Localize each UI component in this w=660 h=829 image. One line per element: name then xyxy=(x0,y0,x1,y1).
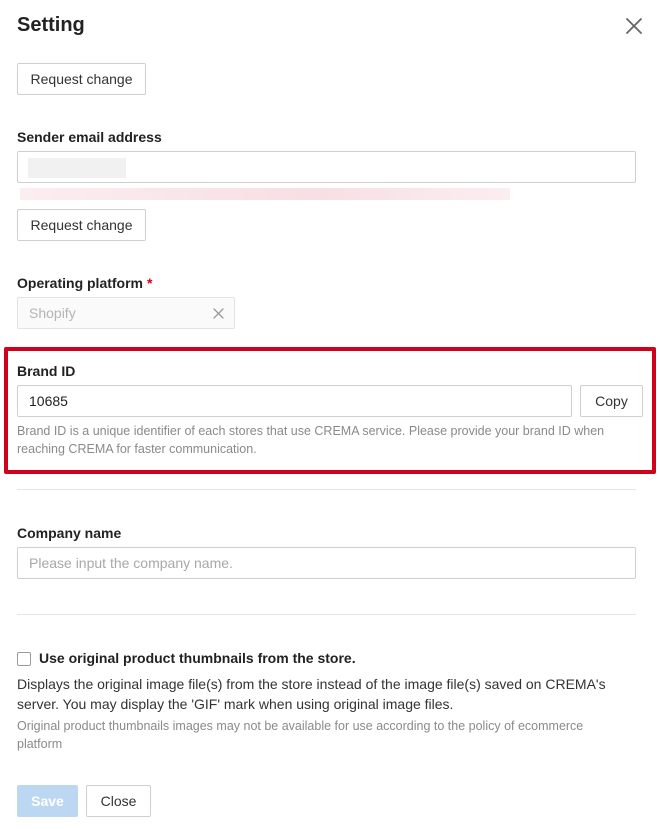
brand-id-label: Brand ID xyxy=(17,363,76,379)
divider xyxy=(17,614,636,615)
dialog-title: Setting xyxy=(17,14,85,36)
company-name-label: Company name xyxy=(17,525,122,541)
save-button[interactable]: Save xyxy=(17,785,78,817)
close-button[interactable]: Close xyxy=(86,785,151,817)
thumbnails-description: Displays the original image file(s) from the store instead of the image file(s) saved on CREMA's server. You may display the 'GIF' mark when using original image files. xyxy=(17,676,606,712)
brand-id-help: Brand ID is a unique identifier of each stores that use CREMA service. Please provide your brand ID when reaching CREMA for faster communication. xyxy=(17,424,605,456)
request-change-email-button[interactable]: Request change xyxy=(17,209,146,241)
operating-platform-label-text: Operating platform xyxy=(17,275,144,291)
operating-platform-value: Shopify xyxy=(29,305,76,321)
copy-button[interactable]: Copy xyxy=(580,385,643,417)
thumbnails-label[interactable]: Use original product thumbnails from the store. xyxy=(39,650,356,666)
clear-icon[interactable] xyxy=(212,307,225,320)
close-icon[interactable] xyxy=(623,15,645,37)
operating-platform-select[interactable] xyxy=(17,297,235,329)
brand-id-field[interactable] xyxy=(17,385,572,417)
request-change-button[interactable]: Request change xyxy=(17,63,146,95)
thumbnails-note: Original product thumbnails images may not be available for use according to the policy of ecommerce platform xyxy=(17,719,584,751)
redacted-email-hint xyxy=(20,188,510,200)
thumbnails-checkbox[interactable] xyxy=(17,652,31,666)
required-mark: * xyxy=(147,275,153,291)
operating-platform-label xyxy=(17,275,152,291)
sender-email-label: Sender email address xyxy=(17,129,162,145)
redacted-email-value xyxy=(28,158,126,178)
divider xyxy=(17,489,636,490)
company-name-input[interactable] xyxy=(17,547,636,579)
